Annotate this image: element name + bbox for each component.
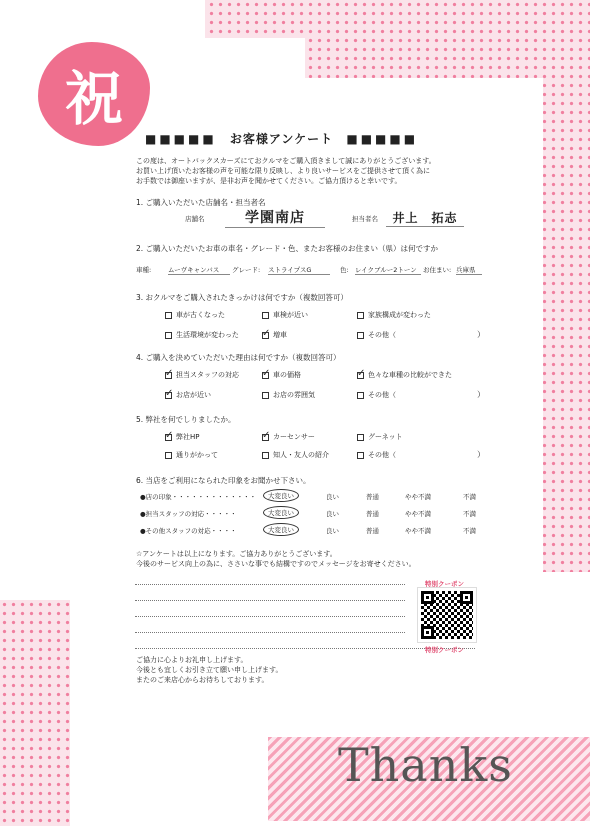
q5-option[interactable]: 知人・友人の紹介 xyxy=(262,450,329,460)
survey-title: ■■■■■ お客様アンケート ■■■■■ xyxy=(145,132,419,146)
q3-option[interactable]: ✓ 増車 xyxy=(262,330,287,340)
checkbox-checked[interactable] xyxy=(165,372,172,379)
rating-option[interactable]: 良い xyxy=(326,493,339,501)
rating-option[interactable]: 普通 xyxy=(366,493,379,501)
message-line[interactable] xyxy=(135,584,405,585)
checkbox[interactable] xyxy=(165,452,172,459)
q1-question: 1. ご購入いただいた店舗名・担当者名 xyxy=(136,198,266,207)
car-value: ムーヴキャンバス xyxy=(168,265,230,275)
closing-line-1: ☆アンケートは以上になります。ご協力ありがとうございます。 xyxy=(136,550,337,558)
q5-option-other[interactable]: その他（ xyxy=(357,450,396,460)
checkbox[interactable] xyxy=(262,312,269,319)
rating-selected[interactable]: 大変良い xyxy=(263,523,299,536)
closing-line-2: 今後のサービス向上の為に、ささいな事でも結構ですのでメッセージをお寄せください。 xyxy=(136,560,416,568)
rating-option[interactable]: 普通 xyxy=(366,510,379,518)
staff-label: 担当者名 xyxy=(352,215,378,223)
rating-option[interactable]: 不満 xyxy=(463,493,476,501)
q3-option[interactable]: 家族構成が変わった xyxy=(357,310,431,320)
message-line[interactable] xyxy=(135,632,405,633)
area-value: 兵庫県 xyxy=(456,265,482,275)
car-label: 車種: xyxy=(136,266,152,274)
checkbox-checked[interactable] xyxy=(165,392,172,399)
shop-label: 店舗名 xyxy=(185,215,205,223)
title-text: お客様アンケート xyxy=(229,132,334,146)
grade-label: グレード: xyxy=(232,266,261,274)
rating-option[interactable]: 不満 xyxy=(463,510,476,518)
close-paren: ） xyxy=(477,450,485,459)
checkbox[interactable] xyxy=(357,452,364,459)
checkbox-checked[interactable] xyxy=(262,372,269,379)
q5-question: 5. 弊社を何でしりましたか。 xyxy=(136,415,236,424)
close-paren: ） xyxy=(477,330,485,339)
checkbox[interactable] xyxy=(357,392,364,399)
q4-option[interactable]: ✓ お店が近い xyxy=(165,390,211,400)
rating-row-label: ●担当スタッフの対応・・・・・ xyxy=(140,510,237,518)
area-label: お住まい: xyxy=(423,266,452,274)
rating-option[interactable]: 良い xyxy=(326,527,339,535)
rating-row-label: ●店の印象・・・・・・・・・・・・・ xyxy=(140,493,257,501)
color-value: レイクブルー2トーン xyxy=(355,265,421,275)
rating-selected[interactable]: 大変良い xyxy=(263,489,299,502)
q4-option[interactable]: ✓ 担当スタッフの対応 xyxy=(165,370,239,380)
checkbox[interactable] xyxy=(357,312,364,319)
shop-value: 学園南店 xyxy=(225,207,325,228)
thanks-text: Thanks xyxy=(338,738,513,792)
checkbox[interactable] xyxy=(165,332,172,339)
checkbox[interactable] xyxy=(262,452,269,459)
q5-option[interactable]: ✓ カーセンサー xyxy=(262,432,315,442)
q4-option[interactable]: お店の雰囲気 xyxy=(262,390,315,400)
checkbox-checked[interactable] xyxy=(262,434,269,441)
checkbox-checked[interactable] xyxy=(165,434,172,441)
q3-option[interactable]: 車検が近い xyxy=(262,310,308,320)
q3-option-other[interactable]: その他（ xyxy=(357,330,396,340)
celebration-badge: 祝 xyxy=(38,42,150,146)
q4-option[interactable]: ✓ 色々な車種の比較ができた xyxy=(357,370,452,380)
checkbox-checked[interactable] xyxy=(262,332,269,339)
coupon-label-bottom: 特別クーポン xyxy=(425,646,464,654)
q5-option[interactable]: ✓ 弊社HP xyxy=(165,432,200,442)
coupon-label-top: 特別クーポン xyxy=(425,580,464,588)
footer-text: ご協力に心よりお礼申し上げます。 今後とも宜しくお引き立て願い申し上げます。 またのご来店心からお待ちしております。 xyxy=(136,656,283,684)
rating-option[interactable]: やや不満 xyxy=(405,510,431,518)
q5-option[interactable]: グーネット xyxy=(357,432,403,442)
qr-code-icon[interactable] xyxy=(418,588,476,642)
q4-question: 4. ご購入を決めていただいた理由は何ですか（複数回答可） xyxy=(136,353,341,362)
checkbox-checked[interactable] xyxy=(357,372,364,379)
rating-row-label: ●その他スタッフの対応・・・・ xyxy=(140,527,237,535)
q4-option-other[interactable]: その他（ xyxy=(357,390,396,400)
rating-option[interactable]: 良い xyxy=(326,510,339,518)
rating-selected[interactable]: 大変良い xyxy=(263,506,299,519)
rating-option[interactable]: やや不満 xyxy=(405,527,431,535)
checkbox[interactable] xyxy=(357,434,364,441)
rating-option[interactable]: 普通 xyxy=(366,527,379,535)
q2-question: 2. ご購入いただいたお車の車名・グレード・色、またお客様のお住まい（県）は何ですか xyxy=(136,244,439,253)
rating-option[interactable]: やや不満 xyxy=(405,493,431,501)
rating-option[interactable]: 不満 xyxy=(463,527,476,535)
message-line[interactable] xyxy=(135,648,475,649)
checkbox[interactable] xyxy=(357,332,364,339)
q3-option[interactable]: 車が古くなった xyxy=(165,310,225,320)
staff-value: 井上 拓志 xyxy=(386,209,464,227)
checkbox[interactable] xyxy=(165,312,172,319)
close-paren: ） xyxy=(477,390,485,399)
q6-question: 6. 当店をご利用になられた印象をお聞かせ下さい。 xyxy=(136,476,311,485)
color-label: 色: xyxy=(340,266,349,274)
checkbox[interactable] xyxy=(262,392,269,399)
message-line[interactable] xyxy=(135,600,405,601)
grade-value: ストライプスG xyxy=(268,265,330,275)
message-line[interactable] xyxy=(135,616,405,617)
q3-question: 3. おクルマをご購入されたきっかけは何ですか（複数回答可） xyxy=(136,293,348,302)
q3-option[interactable]: 生活環境が変わった xyxy=(165,330,239,340)
q5-option[interactable]: 通りがかって xyxy=(165,450,218,460)
q4-option[interactable]: ✓ 車の価格 xyxy=(262,370,301,380)
intro-text: この度は、オートバックスカーズにておクルマをご購入頂きまして誠にありがとうございます。 お買い上げ頂いたお客様の声を可能な限り反映し、より良いサービスをご提供させて頂く為に お手数では御座いますが、是非お声を聞かせてください。ご協力頂けると幸いです。 xyxy=(136,157,436,185)
